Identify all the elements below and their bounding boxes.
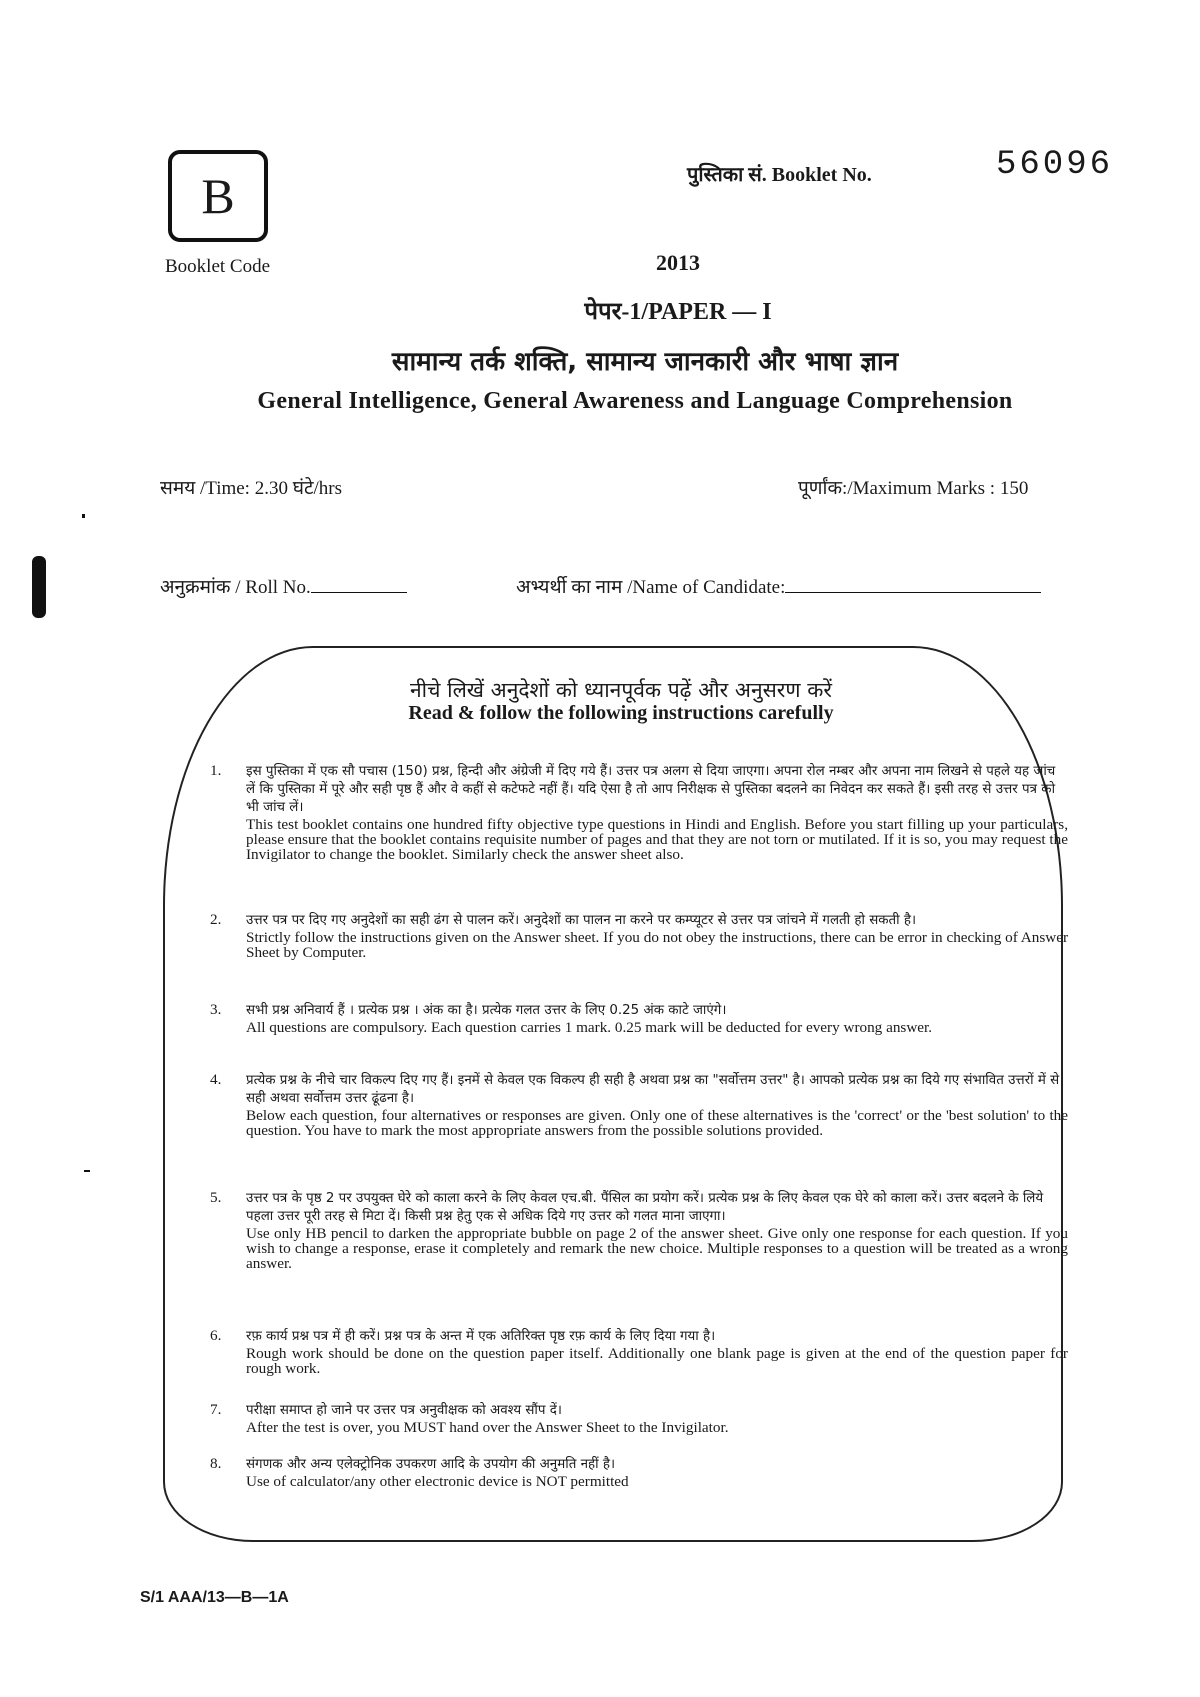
- instruction-text-hindi: प्रत्येक प्रश्न के नीचे चार विकल्प दिए गए हैं। इनमें से केवल एक विकल्प ही सही है अथवा प्रश्न का "सर्वोत्तम उत्तर" है। आपको प्रत्येक प्रश्न का दिये गए संभावित उत्तरों में से सही अथवा सर्वोत्तम उत्तर ढूंढना है।: [246, 1073, 1060, 1106]
- instruction-text-hindi: सभी प्रश्न अनिवार्य हैं । प्रत्येक प्रश्न । अंक का है। प्रत्येक गलत उत्तर के लिए 0.25 अंक काटे जाएंगे।: [246, 1003, 727, 1018]
- instruction-item-1: [210, 763, 1068, 862]
- paper-title-hindi: सामान्य तर्क शक्ति, सामान्य जानकारी और भाषा ज्ञान: [391, 347, 899, 377]
- instruction-text-hindi: उत्तर पत्र के पृष्ठ 2 पर उपयुक्त घेरे को काला करने के लिए केवल एच.बी. पैंसिल का प्रयोग करें। प्रत्येक प्रश्न के लिए केवल एक घेरे को काला करें। उत्तर बदलने के लिये पहला उत्तर पूरी तरह से मिटा दें। किसी प्रश्न हेतु एक से अधिक दिये गए उत्तर को गलत माना जाएगा।: [246, 1191, 1044, 1224]
- instruction-number: 2.: [210, 911, 222, 928]
- instruction-item-4: [210, 1072, 1068, 1138]
- exam-time: समय /Time: 2.30 घंटे/hrs: [160, 478, 343, 499]
- instruction-item-6: [210, 1328, 1068, 1376]
- instruction-number: 6.: [210, 1327, 222, 1344]
- instruction-text-english: After the test is over, you MUST hand over the Answer Sheet to the Invigilator.: [246, 1419, 729, 1436]
- instruction-item-8: [210, 1456, 1068, 1489]
- booklet-code-label: Booklet Code: [165, 256, 271, 277]
- instruction-text-hindi: रफ़ कार्य प्रश्न पत्र में ही करें। प्रश्न पत्र के अन्त में एक अतिरिक्त पृष्ठ रफ़ कार्य के लिए दिया गया है।: [246, 1329, 716, 1344]
- instruction-text-english: All questions are compulsory. Each question carries 1 mark. 0.25 mark will be deducted for every wrong answer.: [246, 1019, 933, 1036]
- instruction-item-7: [210, 1402, 1068, 1435]
- instruction-number: 8.: [210, 1455, 222, 1472]
- instruction-text-english: Use only HB pencil to darken the appropriate bubble on page 2 of the answer sheet. Give only one response for each question. If you wish to change a response, erase it completely and remark the new choice. Multiple responses to a question will be treated as a wrong answer.: [246, 1225, 1068, 1272]
- instruction-item-5: [210, 1190, 1068, 1271]
- instruction-text-english: Below each question, four alternatives or responses are given. Only one of these alternatives is the 'correct' or the 'best solution' to the question. You have to mark the most appropriate answers from the possible solutions provided.: [246, 1107, 1068, 1139]
- instruction-text-english: Use of calculator/any other electronic device is NOT permitted: [246, 1473, 629, 1490]
- instruction-text-english: This test booklet contains one hundred fifty objective type questions in Hindi and English. Before you start filling up your particulars, please ensure that the booklet contains requisite number of pages and that they are not torn or mutilated. If it is so, you may request the Invigilator to change the booklet. Similarly check the answer sheet also.: [246, 816, 1068, 863]
- roll-number-blank: [311, 591, 407, 593]
- exam-year: 2013: [656, 250, 700, 275]
- instructions-heading-english: Read & follow the following instructions carefully: [408, 702, 834, 724]
- candidate-name-label: अभ्यर्थी का नाम /Name of Candidate:: [516, 577, 786, 598]
- instruction-text-hindi: इस पुस्तिका में एक सौ पचास (150) प्रश्न, हिन्दी और अंग्रेजी में दिए गये हैं। उत्तर पत्र अलग से दिया जाएगा। अपना रोल नम्बर और अपना नाम लिखने से पहले यह जांच लें कि पुस्तिका में पूरे और सही पृष्ठ हैं और वे कहीं से कटेफटे नहीं हैं। यदि ऐसा है तो आप निरीक्षक से पुस्तिका बदलने का निवेदन कर सकते हैं। इसी तरह से उत्तर पत्र को भी जांच लें।: [246, 764, 1056, 815]
- instruction-item-2: [210, 912, 1068, 960]
- paper-title-english: General Intelligence, General Awareness and Language Comprehension: [257, 388, 1013, 414]
- instruction-text-hindi: परीक्षा समाप्त हो जाने पर उत्तर पत्र अनुवीक्षक को अवश्य सौंप दें।: [246, 1403, 562, 1418]
- maximum-marks: पूर्णांक:/Maximum Marks : 150: [798, 478, 1029, 499]
- instruction-number: 1.: [210, 762, 222, 779]
- instruction-number: 4.: [210, 1071, 222, 1088]
- paper-number: पेपर-1/PAPER — I: [584, 299, 772, 325]
- instruction-number: 3.: [210, 1001, 222, 1018]
- scan-dot: [82, 514, 85, 518]
- instruction-text-english: Strictly follow the instructions given on the Answer sheet. If you do not obey the instructions, there can be error in checking of Answer Sheet by Computer.: [246, 929, 1068, 961]
- booklet-number-value: 56096: [996, 146, 1114, 184]
- instruction-number: 5.: [210, 1189, 222, 1206]
- booklet-code-letter: B: [201, 168, 235, 224]
- instruction-text-hindi: उत्तर पत्र पर दिए गए अनुदेशों का सही ढंग से पालन करें। अनुदेशों का पालन ना करने पर कम्प्यूटर से उत्तर पत्र जांचने में गलती हो सकती है।: [246, 913, 917, 928]
- booklet-code-box: [168, 150, 268, 242]
- instruction-text-hindi: संगणक और अन्य एलेक्ट्रोनिक उपकरण आदि के उपयोग की अनुमति नहीं है।: [246, 1457, 616, 1472]
- instruction-number: 7.: [210, 1401, 222, 1418]
- scan-dot: [84, 1170, 90, 1172]
- scan-mark: [32, 556, 46, 618]
- candidate-name-field: [516, 573, 1041, 599]
- instructions-heading-hindi: नीचे लिखें अनुदेशों को ध्यानपूर्वक पढ़ें और अनुसरण करें: [410, 678, 832, 702]
- candidate-name-blank: [785, 591, 1041, 593]
- instruction-text-english: Rough work should be done on the question paper itself. Additionally one blank page is given at the end of the question paper for rough work.: [246, 1345, 1068, 1377]
- booklet-number-label: पुस्तिका सं. Booklet No.: [687, 164, 872, 186]
- roll-number-field: [160, 573, 407, 599]
- instruction-item-3: [210, 1002, 1068, 1035]
- paper-footer-code: S/1 AAA/13—B—1A: [140, 1589, 289, 1606]
- roll-number-label: अनुक्रमांक / Roll No.: [160, 577, 311, 598]
